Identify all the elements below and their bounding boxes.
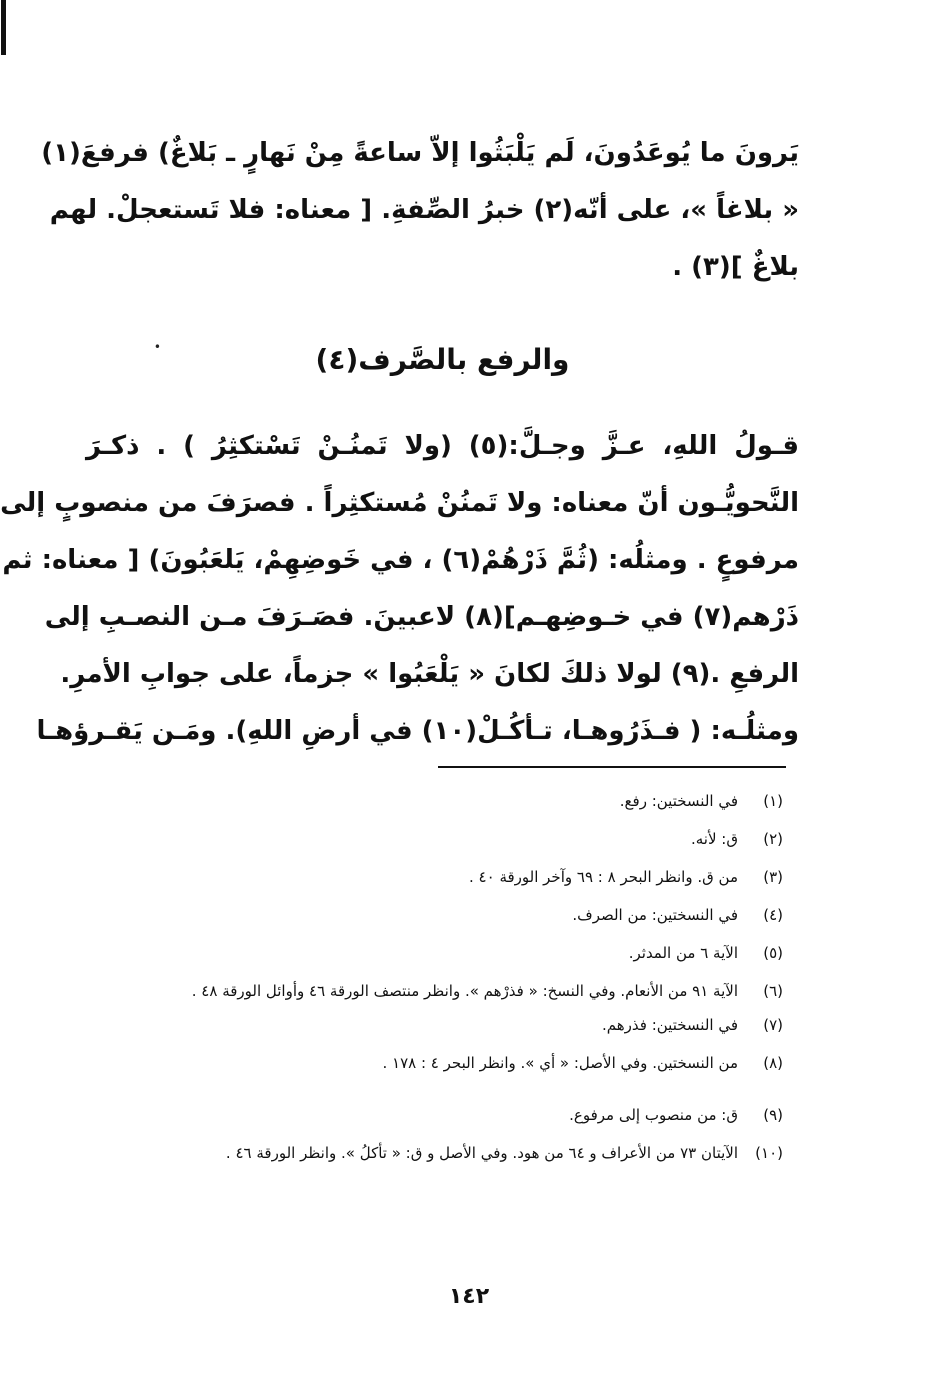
footnotes xyxy=(71,782,783,1168)
footnote-text: في النسختين: رفع. xyxy=(619,792,738,810)
text-line: ومثلُـه: ( فـذَرُوهـا، تـأكُـلْ(١٠) في أرضِ اللهِ). ومَـن يَقـرؤهـا xyxy=(36,716,799,746)
text-line: يَرونَ ما يُوعَدُونَ، لَم يَلْبَثُوا إلاّ ساعةً مِنْ نَهارٍ ـ بَلاغٌ) فرفعَ(١) xyxy=(41,138,799,168)
footnote-text: الآية ٩١ من الأنعام. وفي النسخ: « فذرْهم ». وانظر منتصف الورقة ٤٦ وأوائل الورقة ٤٨ . xyxy=(191,982,738,1000)
text-line: النَّحويُّـون أنّ معناه: ولا تَمنُنْ مُستكثِراً . فصرَفَ من منصوبٍ إلى xyxy=(0,488,799,518)
page-number: ١٤٢ xyxy=(448,1284,490,1309)
footnote xyxy=(71,820,783,858)
footnote-number: (٨) xyxy=(763,1054,783,1072)
footnote-text: من النسختين. وفي الأصل: « أي ». وانظر البحر ٤ : ١٧٨ . xyxy=(382,1054,738,1072)
footnote xyxy=(71,896,783,934)
footnote xyxy=(71,1006,783,1044)
footnote xyxy=(71,1096,783,1134)
footnote xyxy=(71,1044,783,1082)
footnote-number: (٤) xyxy=(763,906,783,924)
text-line: ذَرْهم(٧) في خـوضِهـم](٨) لاعبينَ. فصَـرَفَ مـن النصـبِ إلى xyxy=(44,602,799,632)
footnote-number: (١٠) xyxy=(755,1144,783,1162)
footnote-number: (٧) xyxy=(763,1016,783,1034)
footnote-text: في النسختين: فذرهم. xyxy=(601,1016,738,1034)
text-line: الرفعِ .(٩) لولا ذلكَ لكانَ « يَلْعَبُوا » جزماً، على جوابِ الأمرِ. xyxy=(60,659,799,689)
section-heading: والرفع بالصَّرف(٤) xyxy=(315,343,570,376)
footnote-number: (٥) xyxy=(763,944,783,962)
ink-speck: • xyxy=(153,340,161,354)
footnote-text: في النسختين: من الصرف. xyxy=(572,906,738,924)
footnote xyxy=(71,972,783,1006)
text-line: بلاغٌ ](٣) . xyxy=(672,252,799,282)
footnote-number: (٦) xyxy=(763,982,783,1000)
footnote-number: (٢) xyxy=(763,830,783,848)
footnote xyxy=(71,934,783,972)
text-line: « بلاغاً »، على أنّه(٢) خبرُ الصِّفةِ. [ معناه: فلا تَستعجلْ. لهم xyxy=(49,195,799,225)
footnote xyxy=(71,782,783,820)
footnote-text: ق: لأنه. xyxy=(691,830,738,848)
footnote-number: (٣) xyxy=(763,868,783,886)
footnote-number: (٩) xyxy=(763,1106,783,1124)
page-edge-mark xyxy=(1,0,6,55)
footnote xyxy=(71,1134,783,1168)
footnote xyxy=(71,858,783,896)
footnote-text: ق: من منصوب إلى مرفوع. xyxy=(569,1106,738,1124)
text-line: قـولُ اللهِ، عـزَّ وجـلَّ:(٥) (ولا تَمنُـنْ تَسْتكثِرُ ) . ذكـرَ xyxy=(86,431,799,461)
paragraph-1 xyxy=(41,125,799,296)
footnote-divider xyxy=(438,766,786,768)
footnote-text: من ق. وانظر البحر ٨ : ٦٩ وآخر الورقة ٤٠ . xyxy=(469,868,738,886)
text-line: مرفوعٍ . ومثلُه: (ثُمَّ ذَرْهُمْ(٦) ، في خَوضِهِمْ، يَلعَبُونَ) [ معناه: ثم xyxy=(2,545,799,575)
paragraph-2 xyxy=(0,418,799,760)
footnote-number: (١) xyxy=(763,792,783,810)
footnote-text: الآية ٦ من المدثر. xyxy=(628,944,738,962)
footnote-text: الآيتان ٧٣ من الأعراف و ٦٤ من هود. وفي الأصل و ق: « تأكلُ ». وانظر الورقة ٤٦ . xyxy=(225,1144,738,1162)
